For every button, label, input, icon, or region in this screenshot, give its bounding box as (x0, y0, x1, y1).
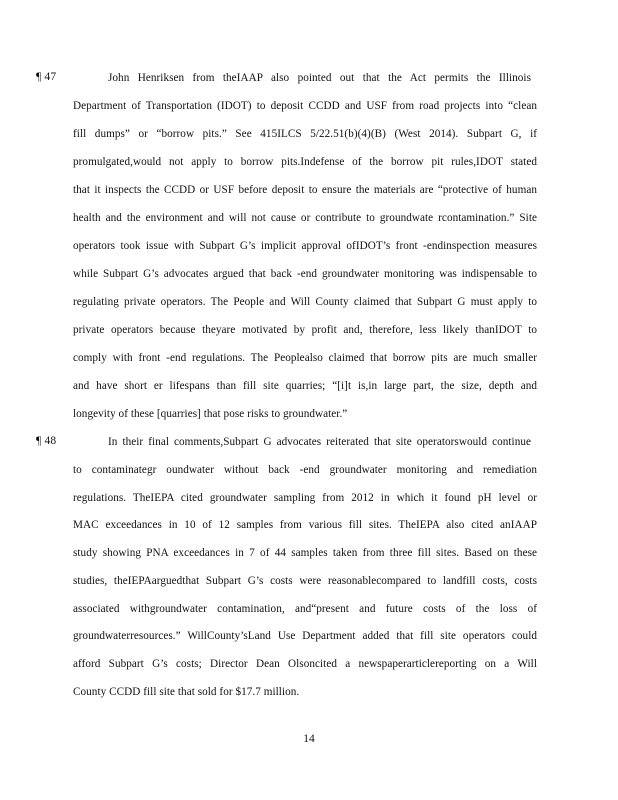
text-line: John Henriksen from theIAAP also pointed out that the Act permits the Illinois (108, 72, 531, 84)
text-line: groundwaterresources.” WillCounty’sLand Use Department added that fill site operators could (73, 630, 537, 642)
text-line: In their final comments,Subpart G advocates reiterated that site operatorswould continue (108, 436, 531, 448)
text-line: regulating private operators. The People and Will County claimed that Subpart G must apply to (73, 296, 537, 308)
text-line: studies, theIEPAarguedthat Subpart G’s costs were reasonablecompared to landfill costs, costs (73, 575, 537, 587)
text-line: afford Subpart G’s costs; Director Dean Olsoncited a newspaperarticlereporting on a Will (73, 658, 537, 670)
text-line: comply with front -end regulations. The Peoplealso claimed that borrow pits are much smaller (73, 352, 537, 364)
text-line: and have short er lifespans than fill site quarries; “[i]t is,in large part, the size, depth and (73, 380, 537, 392)
text-line: health and the environment and will not cause or contribute to groundwate rcontamination.” Site (73, 212, 537, 224)
text-line: fill dumps” or “borrow pits.” See 415ILCS 5/22.51(b)(4)(B) (West 2014). Subpart G, if (73, 128, 537, 140)
paragraph-number: ¶ 48 (36, 435, 57, 447)
text-line: regulations. TheIEPA cited groundwater sampling from 2012 in which it found pH level or (73, 492, 537, 504)
page-number: 14 (303, 733, 315, 745)
text-line: operators took issue with Subpart G’s implicit approval ofIDOT’s front -endinspection measures (73, 240, 537, 252)
paragraph-number: ¶ 47 (36, 71, 57, 83)
text-line: County CCDD fill site that sold for $17.7 million. (73, 686, 300, 698)
text-line: promulgated,would not apply to borrow pits.Indefense of the borrow pit rules,IDOT stated (73, 156, 537, 168)
text-line: longevity of these [quarries] that pose risks to groundwater.” (73, 408, 348, 420)
text-line: study showing PNA exceedances in 7 of 44 samples taken from three fill sites. Based on these (73, 547, 537, 559)
text-line: that it inspects the CCDD or USF before deposit to ensure the materials are “protective of human (73, 184, 537, 196)
text-line: associated withgroundwater contamination, and“present and future costs of the loss of (73, 603, 537, 615)
text-line: to contaminategr oundwater without back -end groundwater monitoring and remediation (73, 464, 537, 476)
text-line: Department of Transportation (IDOT) to deposit CCDD and USF from road projects into “clean (73, 100, 537, 112)
text-line: MAC exceedances in 10 of 12 samples from various fill sites. TheIEPA also cited anIAAP (73, 519, 537, 531)
text-line: private operators because theyare motivated by profit and, therefore, less likely thanIDOT to (73, 324, 537, 336)
text-line: while Subpart G’s advocates argued that back -end groundwater monitoring was indispensable to (73, 268, 537, 280)
